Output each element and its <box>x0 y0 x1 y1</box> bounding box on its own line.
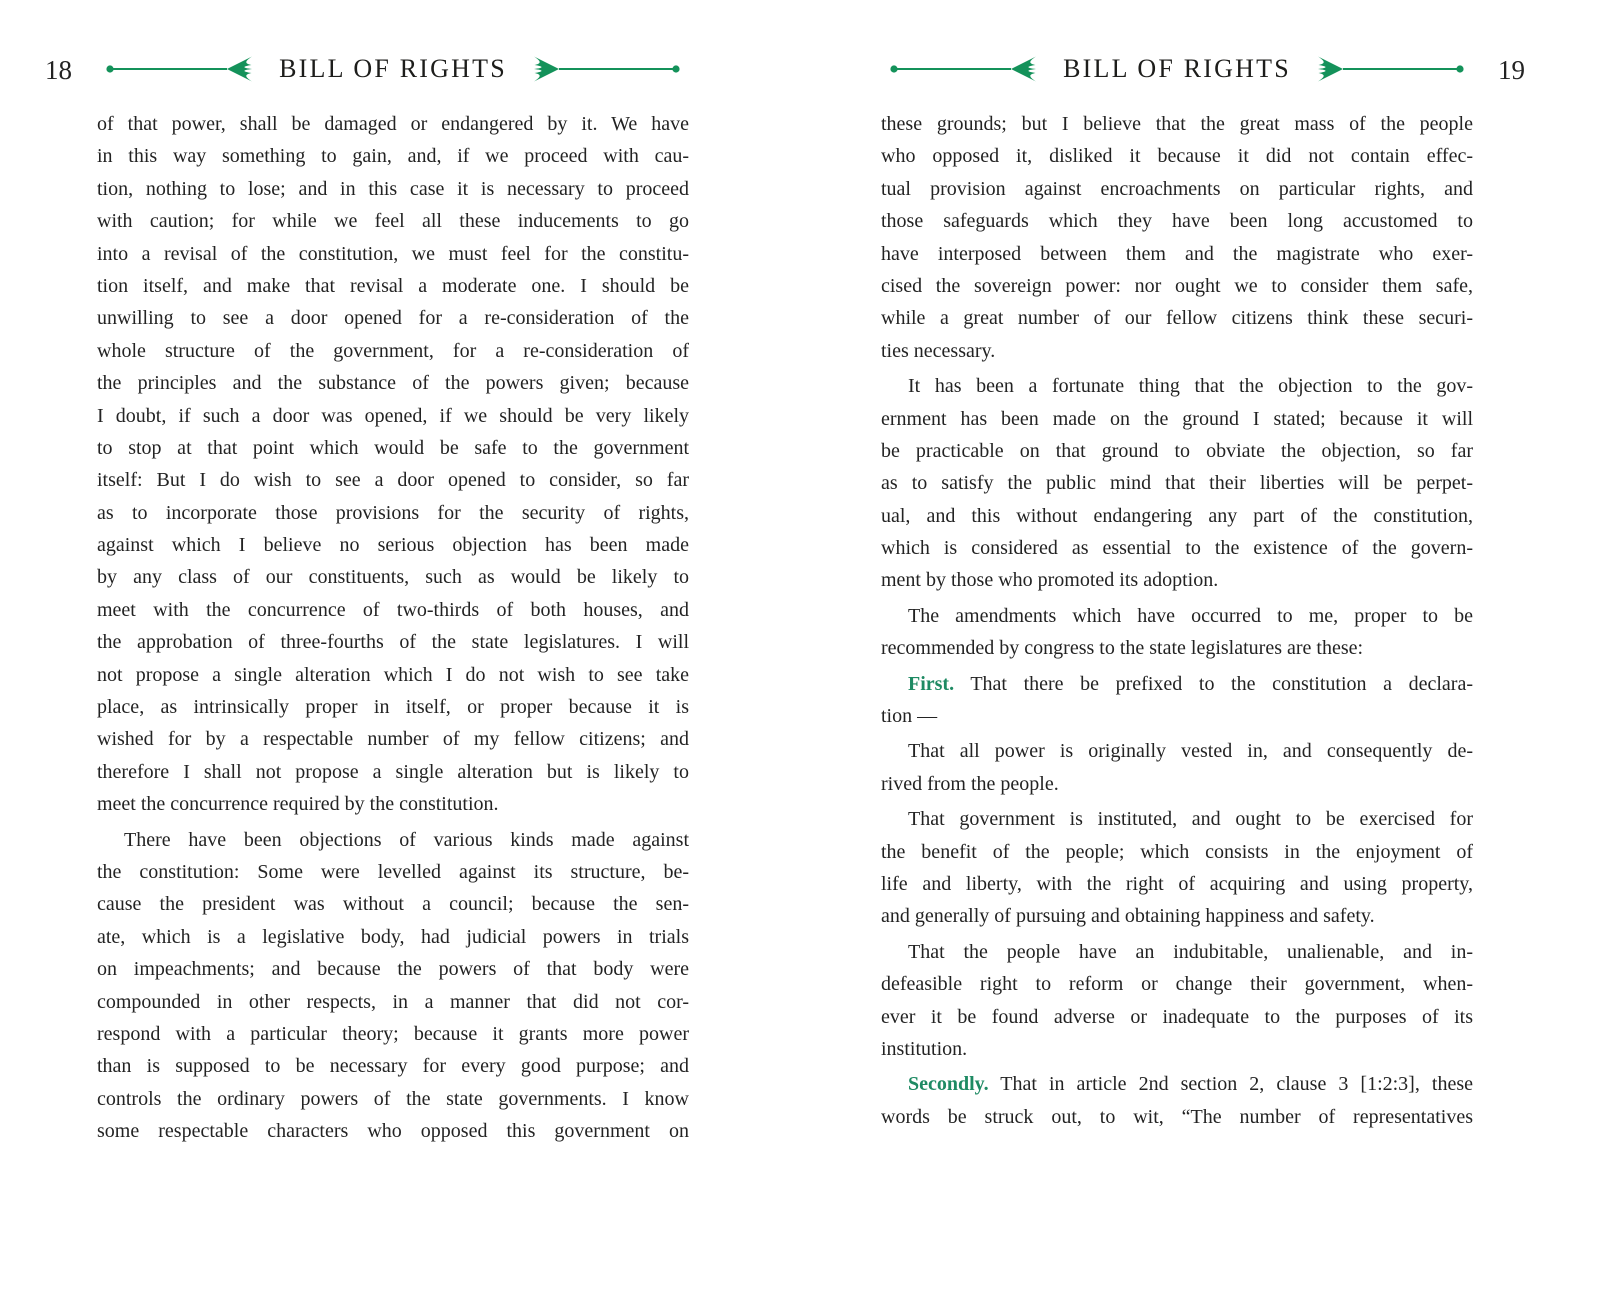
text-line: compounded in other respects, in a manner that did not cor- <box>97 990 689 1013</box>
text-line: in this way something to gain, and, if we proceed with cau- <box>97 145 689 168</box>
paragraph <box>881 936 1473 1066</box>
text-line: First. That there be prefixed to the constitution a declara- <box>908 672 1473 695</box>
text-line: It has been a fortunate thing that the objection to the gov- <box>908 375 1473 398</box>
page-18 <box>45 46 689 1148</box>
text-line: meet the concurrence required by the constitution. <box>97 793 499 816</box>
text-line: itself: But I do wish to see a door opened to consider, so far <box>97 469 689 492</box>
header-arrow-ornament-icon <box>105 54 255 84</box>
paragraph <box>881 735 1473 800</box>
text-line: to stop at that point which would be safe to the government <box>97 436 689 459</box>
header-arrow-ornament-icon <box>531 54 681 84</box>
text-line: some respectable characters who opposed this government on <box>97 1120 689 1143</box>
text-line: respond with a particular theory; because it grants more power <box>97 1022 689 1045</box>
paragraph <box>881 370 1473 597</box>
text-line: That government is instituted, and ought to be exercised for <box>908 808 1473 831</box>
text-line: cause the president was without a council; because the sen- <box>97 893 689 916</box>
text-line: on impeachments; and because the powers of that body were <box>97 958 689 981</box>
text-line: rived from the people. <box>881 772 1059 795</box>
page-body <box>881 108 1473 1133</box>
text-line: Secondly. That in article 2nd section 2, clause 3 [1:2:3], these <box>908 1073 1473 1096</box>
header-arrow-ornament-icon <box>889 54 1039 84</box>
text-line: and generally of pursuing and obtaining happiness and safety. <box>881 905 1375 928</box>
text-line: into a revisal of the constitution, we must feel for the constitu- <box>97 242 689 265</box>
amendment-lead-word: First. <box>908 672 955 695</box>
paragraph <box>97 824 689 1148</box>
text-line: which is considered as essential to the existence of the govern- <box>881 537 1473 560</box>
text-line: these grounds; but I believe that the great mass of the people <box>881 113 1473 135</box>
text-line: life and liberty, with the right of acquiring and using property, <box>881 872 1473 895</box>
text-line: have interposed between them and the magistrate who exer- <box>881 242 1473 265</box>
text-line: I doubt, if such a door was opened, if we should be very likely <box>97 404 689 427</box>
text-line: with caution; for while we feel all these inducements to go <box>97 210 689 233</box>
text-line: The amendments which have occurred to me, proper to be <box>908 604 1473 627</box>
text-line: against which I believe no serious objection has been made <box>97 534 689 557</box>
text-line: ties necessary. <box>881 339 996 362</box>
text-line: place, as intrinsically proper in itself, or proper because it is <box>97 696 689 719</box>
text-line: tual provision against encroachments on particular rights, and <box>881 177 1473 200</box>
text-line: defeasible right to reform or change their government, when- <box>881 973 1473 996</box>
text-line: recommended by congress to the state legislatures are these: <box>881 637 1364 660</box>
text-line: ate, which is a legislative body, had judicial powers in trials <box>97 925 689 948</box>
text-line: ual, and this without endangering any part of the constitution, <box>881 504 1473 527</box>
text-line: be practicable on that ground to obviate the objection, so far <box>881 439 1473 462</box>
page-19 <box>881 46 1525 1133</box>
text-line: cised the sovereign power: nor ought we to consider them safe, <box>881 274 1473 297</box>
page-title: BILL OF RIGHTS <box>1063 54 1291 83</box>
paragraph <box>881 600 1473 665</box>
header-arrow-ornament-icon <box>1315 54 1465 84</box>
page-title: BILL OF RIGHTS <box>279 54 507 83</box>
paragraph <box>881 108 1473 367</box>
paragraph <box>881 1068 1473 1133</box>
text-line: words be struck out, to wit, “The number of representatives <box>881 1105 1473 1128</box>
page-body <box>97 108 689 1148</box>
text-line: That the people have an indubitable, unalienable, and in- <box>908 940 1473 963</box>
text-line: tion, nothing to lose; and in this case it is necessary to proceed <box>97 177 689 200</box>
paragraph <box>881 803 1473 933</box>
text-line: ernment has been made on the ground I stated; because it will <box>881 407 1473 430</box>
text-line: by any class of our constituents, such as would be likely to <box>97 566 689 589</box>
page-number: 18 <box>45 55 72 85</box>
text-line: controls the ordinary powers of the state governments. I know <box>97 1087 689 1110</box>
paragraph <box>881 668 1473 733</box>
text-line: There have been objections of various kinds made against <box>124 828 689 851</box>
text-line: as to incorporate those provisions for the security of rights, <box>97 501 689 524</box>
page-number: 19 <box>1498 55 1525 85</box>
text-line: while a great number of our fellow citizens think these securi- <box>881 307 1473 330</box>
text-line: unwilling to see a door opened for a re-consideration of the <box>97 307 689 330</box>
text-line: therefore I shall not propose a single alteration but is likely to <box>97 760 689 783</box>
text-line: tion — <box>881 705 938 728</box>
amendment-lead-word: Secondly. <box>908 1073 989 1096</box>
text-line: whole structure of the government, for a re-consideration of <box>97 339 689 362</box>
text-line: the benefit of the people; which consists in the enjoyment of <box>881 840 1473 863</box>
text-line: the constitution: Some were levelled against its structure, be- <box>97 860 689 883</box>
text-line: meet with the concurrence of two-thirds of both houses, and <box>97 598 689 621</box>
text-line: who opposed it, disliked it because it did not contain effec- <box>881 145 1473 168</box>
text-line: those safeguards which they have been long accustomed to <box>881 210 1473 233</box>
text-line: the approbation of three-fourths of the state legislatures. I will <box>97 631 689 654</box>
text-line: ever it be found adverse or inadequate to the purposes of its <box>881 1005 1473 1028</box>
text-line: the principles and the substance of the powers given; because <box>97 372 689 395</box>
text-line: That all power is originally vested in, and consequently de- <box>908 740 1473 763</box>
page-header <box>881 46 1525 92</box>
page-header <box>45 46 689 92</box>
text-line: institution. <box>881 1037 968 1060</box>
text-line: than is supposed to be necessary for every good purpose; and <box>97 1055 689 1078</box>
text-line: tion itself, and make that revisal a moderate one. I should be <box>97 274 689 297</box>
text-line: of that power, shall be damaged or endangered by it. We have <box>97 113 689 135</box>
text-line: ment by those who promoted its adoption. <box>881 569 1219 592</box>
text-line: as to satisfy the public mind that their liberties will be perpet- <box>881 472 1473 495</box>
text-line: wished for by a respectable number of my fellow citizens; and <box>97 728 689 751</box>
paragraph <box>97 108 689 821</box>
text-line: not propose a single alteration which I do not wish to see take <box>97 663 689 686</box>
